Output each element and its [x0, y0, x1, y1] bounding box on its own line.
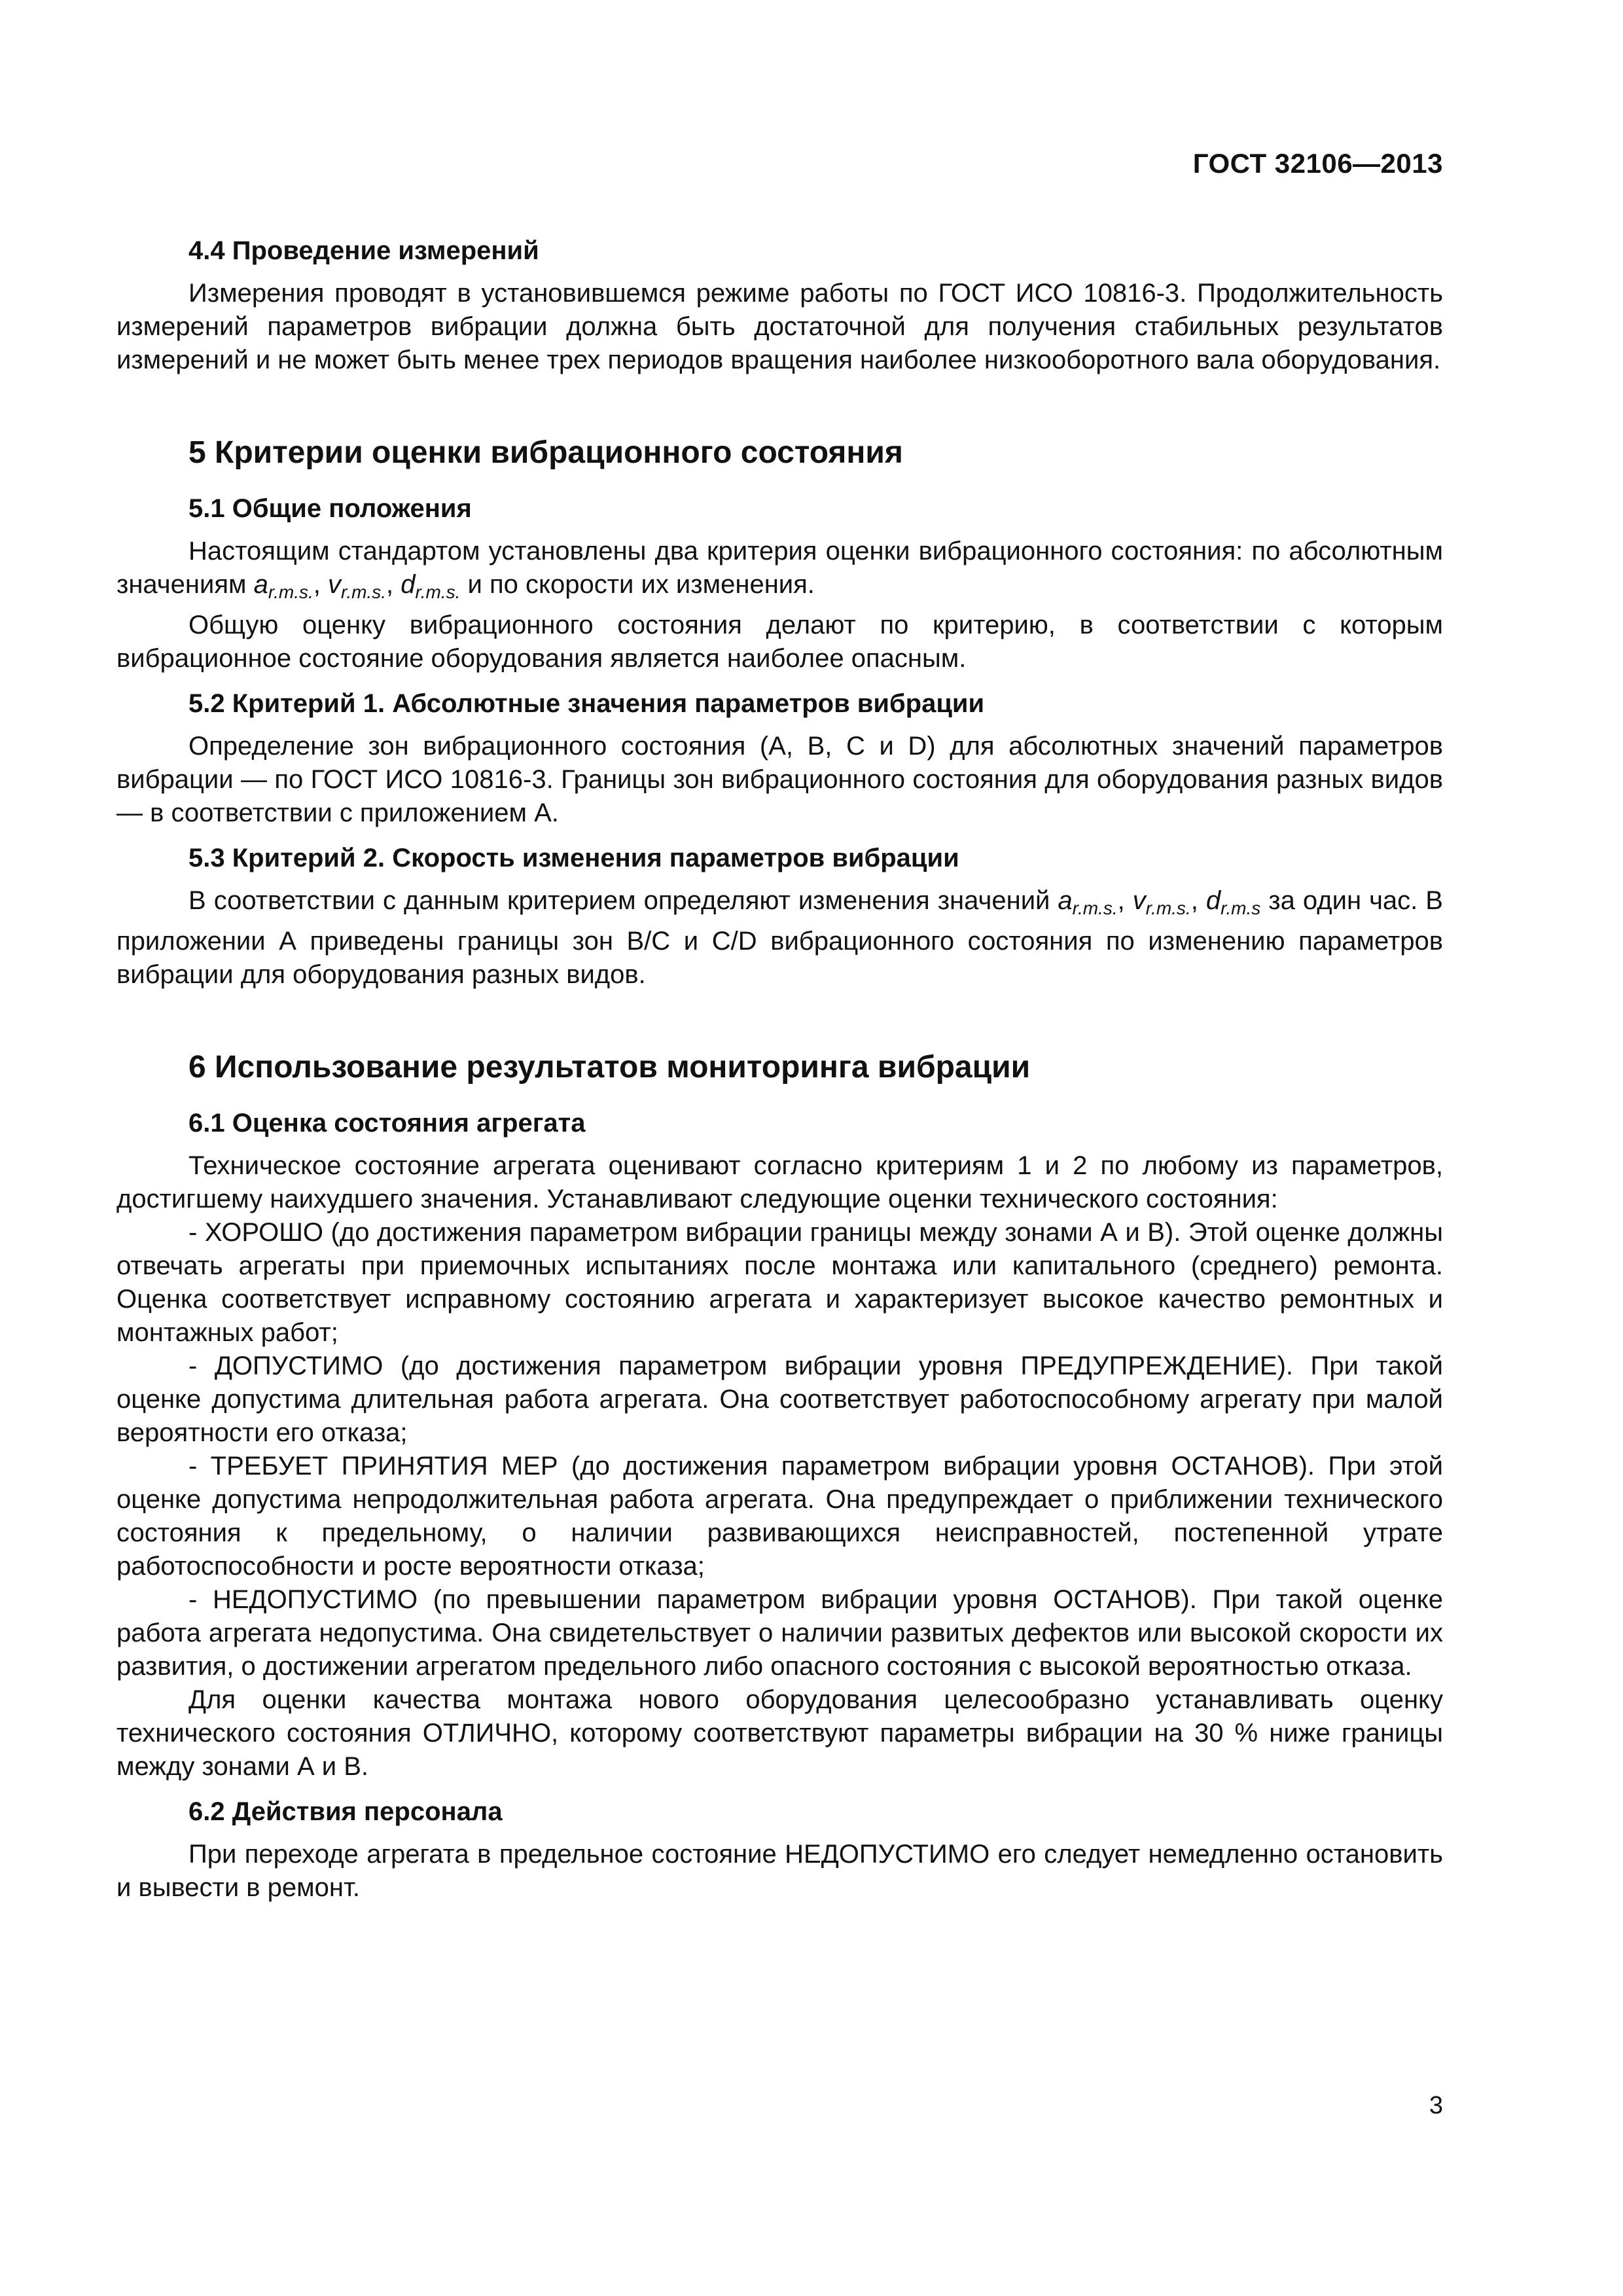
subsection-5-2-title: 5.2 Критерий 1. Абсолютные значения параметров вибрации [188, 689, 985, 718]
list-item: - ТРЕБУЕТ ПРИНЯТИЯ МЕР (до достижения параметром вибрации уровня ОСТАНОВ). При этой оценке допустима непродолжительная работа агрегата. Она предупреждает о приближении технического состояния к предельному, о наличии развивающихся неисправностей, постепенной утрате работоспособности и росте вероятности отказа; [116, 1452, 1443, 1581]
section-6-title: 6 Использование результатов мониторинга вибрации [188, 1050, 1031, 1085]
subsection-6-1-title: 6.1 Оценка состояния агрегата [188, 1109, 586, 1138]
symbol-a-rms: $a_{r.m.s.}$ [253, 570, 313, 602]
text-run: за один час. В приложении А приведены границы зон В/С и С/D вибрационного состояния по изменению параметров вибрации для оборудования разных видов. [116, 886, 1443, 989]
paragraph: Измерения проводят в установившемся режиме работы по ГОСТ ИСО 10816-3. Продолжительность измерений параметров вибрации должна быть достаточной для получения стабильных результатов измерений и не может быть менее трех периодов вращения наиболее низкооборотного вала оборудования. [116, 279, 1443, 374]
paragraph: При переходе агрегата в предельное состояние НЕДОПУСТИМО его следует немедленно остановить и вывести в ремонт. [116, 1840, 1443, 1902]
section-5-title: 5 Критерии оценки вибрационного состояния [188, 435, 903, 470]
paragraph: Общую оценку вибрационного состояния делают по критерию, в соответствии с которым вибрационное состояние оборудования является наиболее опасным. [116, 611, 1443, 673]
list-item: - ДОПУСТИМО (до достижения параметром вибрации уровня ПРЕДУПРЕЖДЕНИЕ). При такой оценке допустима длительная работа агрегата. Она соответствует работоспособному агрегату при малой вероятности его отказа; [116, 1352, 1443, 1447]
page-number: 3 [1429, 2092, 1443, 2119]
paragraph: Техническое состояние агрегата оценивают согласно критериям 1 и 2 по любому из параметров, достигшему наихудшего значения. Устанавливают следующие оценки технического состояния: [116, 1151, 1443, 1213]
paragraph: Для оценки качества монтажа нового оборудования целесообразно устанавливать оценку технического состояния ОТЛИЧНО, которому соответствуют параметры вибрации на 30 % ниже границы между зонами А и В. [116, 1685, 1443, 1781]
paragraph: Определение зон вибрационного состояния (A, B, C и D) для абсолютных значений параметров вибрации — по ГОСТ ИСО 10816-3. Границы зон вибрационного состояния для оборудования разных видов — в соответствии с приложением А. [116, 732, 1443, 827]
document-code: ГОСТ 32106—2013 [1192, 148, 1443, 179]
subsection-4-4-title: 4.4 Проведение измерений [188, 236, 539, 265]
list-item: - ХОРОШО (до достижения параметром вибрации границы между зонами А и В). Этой оценке должны отвечать агрегаты при приемочных испытаниях после монтажа или капитального (среднего) ремонта. Оценка соответствует исправному состоянию агрегата и характеризует высокое качество ремонтных и монтажных работ; [116, 1218, 1443, 1347]
subsection-5-3-title: 5.3 Критерий 2. Скорость изменения параметров вибрации [188, 844, 959, 872]
symbol-a-rms: $a_{r.m.s.}$ [1058, 886, 1118, 918]
text-run: и по скорости их изменения. [460, 570, 815, 599]
symbol-d-rms: $d_{r.m.s}$ [1205, 886, 1261, 918]
text-run: В соответствии с данным критерием определяют изменения значений [188, 886, 1058, 915]
symbol-v-rms: $v_{r.m.s.}$ [328, 570, 386, 602]
paragraph: Настоящим стандартом установлены два критерия оценки вибрационного состояния: по абсолютным значениям $a_{r.m.s.}$, $v_{r.m.s.}$, $d_{r.m.s.}$ и по скорости их изменения. [116, 537, 1443, 602]
subsection-5-1-title: 5.1 Общие положения [188, 494, 472, 523]
symbol-v-rms: $v_{r.m.s.}$ [1132, 886, 1191, 918]
symbol-d-rms: $d_{r.m.s.}$ [401, 570, 461, 602]
document-body [116, 223, 1443, 1905]
subsection-6-2-title: 6.2 Действия персонала [188, 1797, 503, 1826]
paragraph: В соответствии с данным критерием определяют изменения значений $a_{r.m.s.}$, $v_{r.m.s.}$, $d_{r.m.s}$ за один час. В приложении А приведены границы зон В/С и С/D вибрационного состояния по изменению параметров вибрации для оборудования разных видов. [116, 886, 1443, 989]
text-run: Настоящим стандартом установлены два критерия оценки вибрационного состояния: по абсолютным значениям [116, 537, 1443, 599]
list-item: - НЕДОПУСТИМО (по превышении параметром вибрации уровня ОСТАНОВ). При такой оценке работа агрегата недопустима. Она свидетельствует о наличии развитых дефектов или высокой скорости их развития, о достижении агрегатом предельного либо опасного состояния с высокой вероятностью отказа. [116, 1585, 1443, 1681]
